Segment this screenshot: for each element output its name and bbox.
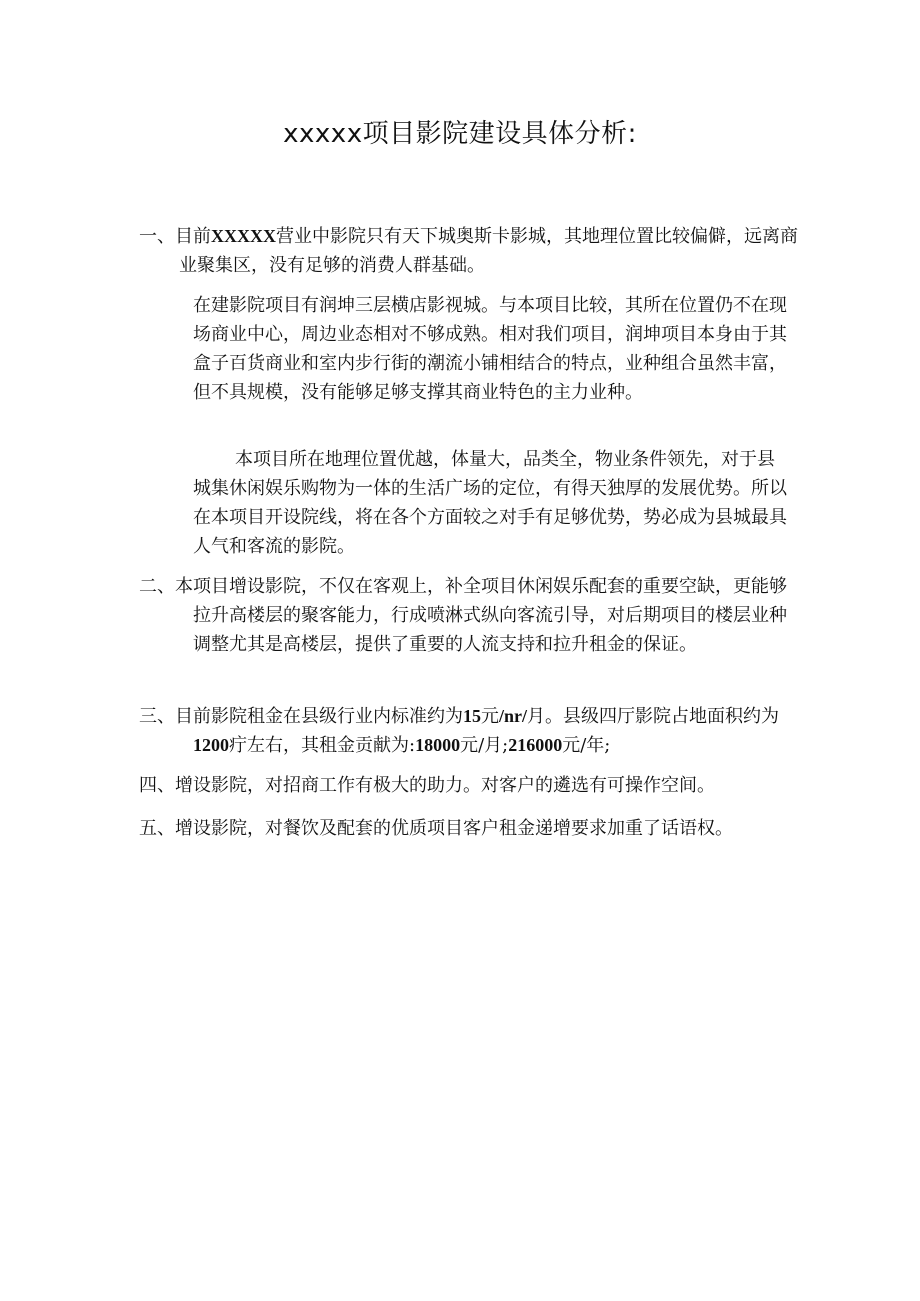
item-3-text-5: 元/月; — [460, 735, 509, 756]
item-1 — [139, 222, 799, 280]
item-3 — [139, 702, 799, 760]
item-2-text: 本项目增设影院，不仅在客观上，补全项目休闲娱乐配套的重要空缺，更能够拉升高楼层的聚客能力，行成喷淋式纵向客流引导，对后期项目的楼层业种调整尤其是高楼层，提供了重要的人流支持和拉升租金的保证。 — [175, 576, 787, 655]
item-3-number: 三、 — [139, 706, 175, 727]
item-3-text-3: 月。县级四厅影院占地面积约为 — [527, 706, 780, 727]
item-4-text: 增设影院，对招商工作有极大的助力。对客户的遴选有可操作空间。 — [175, 775, 715, 796]
item-5 — [139, 814, 819, 843]
item-1-paragraph-3: 本项目所在地理位置优越，体量大，品类全，物业条件领先，对于县城集休闲娱乐购物为一体的生活广场的定位，有得天独厚的发展优势。所以在本项目开设院线，将在各个方面较之对手有足够优势，势必成为县城最具人气和客流的影院。 — [193, 449, 787, 557]
item-3-text-2: 元 — [481, 706, 499, 727]
item-3-unit: /nr/ — [499, 706, 528, 726]
item-2-number: 二、 — [139, 576, 175, 597]
document-title: xxxxx项目影院建设具体分析: — [283, 119, 637, 149]
item-5-text: 增设影院，对餐饮及配套的优质项目客户租金递增要求加重了话语权。 — [175, 818, 733, 839]
item-5-number: 五、 — [139, 818, 175, 839]
item-3-text-6: 元/年; — [562, 735, 611, 756]
item-3-text-4: 疔左右，其租金贡献为: — [229, 735, 416, 756]
item-1-text-b: 营业中影院只有天下城奥斯卡影城，其地理位置比较偏僻，远离商业聚集区，没有足够的消费人群基础。 — [179, 226, 798, 276]
item-1-bold-name: XXXXX — [211, 226, 276, 246]
item-1-paragraph-2: 在建影院项目有润坤三层横店影视城。与本项目比较，其所在位置仍不在现场商业中心，周边业态相对不够成熟。相对我们项目，润坤项目本身由于其盒子百货商业和室内步行街的潮流小铺相结合的特点，业种组合虽然丰富，但不具规模，没有能够足够支撑其商业特色的主力业种。 — [193, 295, 787, 403]
item-4 — [139, 771, 819, 800]
item-2 — [139, 572, 799, 659]
item-3-yearly-value: 216000 — [508, 735, 563, 755]
item-3-rent-value: 15 — [463, 706, 481, 726]
item-4-number: 四、 — [139, 775, 175, 796]
item-1-number: 一、 — [139, 226, 175, 247]
item-3-text-1: 目前影院租金在县级行业内标准约为 — [175, 706, 463, 727]
item-3-area-value: 1200 — [193, 735, 229, 755]
item-3-monthly-value: 18000 — [415, 735, 461, 755]
item-1-text-a: 目前 — [175, 226, 211, 247]
